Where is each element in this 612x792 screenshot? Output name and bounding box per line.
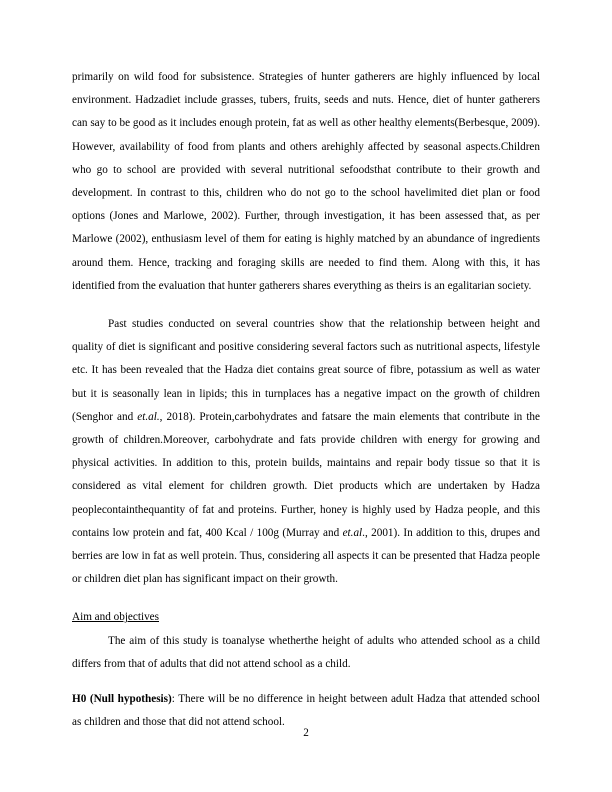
aim-objectives-heading: Aim and objectives xyxy=(72,611,159,624)
citation-etal-senghor: et.al. xyxy=(137,410,160,423)
page-number: 2 xyxy=(303,727,309,739)
paragraph-past-studies xyxy=(72,313,540,591)
paragraph-past-studies-part1: Past studies conducted on several countries show that the relationship between height and quality of diet is significant and positive considering several factors such as nutritional aspects, lifestyle etc. It has been revealed that the Hadza diet contains great source of fibre, potassium as well as water but it is seasonally lean in lipids; this in turnplaces has a negative impact on the growth of children (Senghor and xyxy=(72,318,540,423)
paragraph-past-studies-part3: ., 2001). In addition to this, drupes and berries are low in fat as well protein. Thus, considering all aspects it can be presented that Hadza people or children diet plan has significant impact on their growth. xyxy=(72,526,540,586)
aim-text: The aim of this study is toanalyse whetherthe height of adults who attended school as a child differs from that of adults that did not attend school as a child. xyxy=(72,634,540,670)
null-hypothesis-text: : There will be no difference in height between adult Hadza that attended school as children and those that did not attend school. xyxy=(72,693,541,729)
paragraph-past-studies-part2: , 2018). Protein,carbohydrates and fatsare the main elements that contribute in the growth of children.Moreover, carbohydrate and fats provide children with energy for growing and physical activities. In addition to this, protein builds, maintains and repair body tissue so that it is considered as vital element for children growth. Diet products which are undertaken by Hadza peoplecontainthequantity of fat and proteins. Further, honey is highly used by Hadza people, and this contains low protein and fat, 400 Kcal / 100g (Murray and xyxy=(72,410,540,539)
citation-etal-murray: et.al xyxy=(342,526,363,539)
document-body xyxy=(72,66,540,734)
paragraph-diet-intro: primarily on wild food for subsistence. Strategies of hunter gatherers are highly influenced by local environment. Hadzadiet include grasses, tubers, fruits, seeds and nuts. Hence, diet of hunter gatherers can say to be good as it includes enough protein, fat as well as other healthy elements(Berbesque, 2009). However, availability of food from plants and others arehighly affected by seasonal aspects.Children who go to school are provided with several nutritional sefoodsthat contribute to their growth and development. In contrast to this, children who do not go to the school havelimited diet plan or food options (Jones and Marlowe, 2002). Further, through investigation, it has been assessed that, as per Marlowe (2002), enthusiasm level of them for eating is highly matched by an abundance of ingredients around them. Hence, tracking and foraging skills are needed to find them. Along with this, it has identified from the evaluation that hunter gatherers shares everything as theirs is an egalitarian society. xyxy=(72,71,540,292)
null-hypothesis-label: H0 (Null hypothesis) xyxy=(72,693,172,706)
